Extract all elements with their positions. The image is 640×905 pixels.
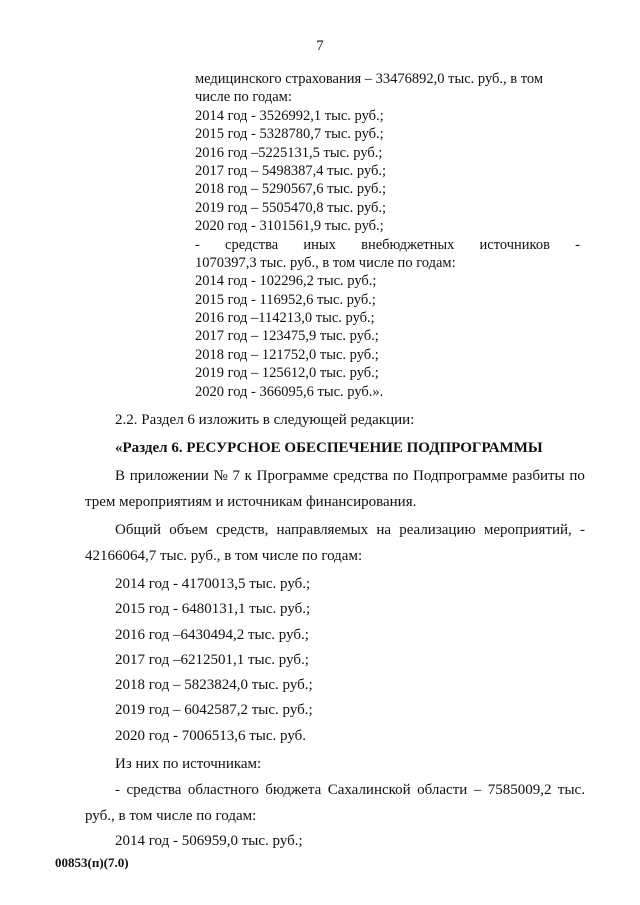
year-line: 2014 год - 506959,0 тыс. руб.; (115, 833, 303, 849)
page-number: 7 (316, 38, 324, 54)
word: внебюджетных (361, 236, 455, 253)
funding-block-oms (195, 70, 580, 401)
year-line: 2018 год – 5290567,6 тыс. руб.; (195, 181, 387, 198)
year-line: 2014 год - 102296,2 тыс. руб.; (195, 273, 377, 290)
year-line: 2016 год –114213,0 тыс. руб.; (195, 310, 375, 327)
word: В (115, 468, 126, 484)
para2-line1 (85, 522, 585, 539)
para1-line1 (85, 468, 585, 485)
word: - (579, 522, 585, 538)
word: бюджета (265, 782, 322, 798)
word: 7585009,2 (487, 782, 552, 798)
section-intro: 2.2. Раздел 6 изложить в следующей редакции: (115, 412, 415, 428)
word: Общий (115, 522, 162, 538)
year-line: 2017 год – 5498387,4 тыс. руб.; (195, 162, 387, 179)
word: средства (126, 782, 182, 798)
year-line: 2014 год - 3526992,1 тыс. руб.; (195, 107, 384, 124)
year-line: 2016 год –5225131,5 тыс. руб.; (195, 144, 383, 161)
year-line: 2014 год - 4170013,5 тыс. руб.; (115, 576, 311, 592)
year-line: 2016 год –6430494,2 тыс. руб.; (115, 627, 309, 643)
word: по (392, 468, 409, 484)
year-line: 2018 год – 5823824,0 тыс. руб.; (115, 677, 313, 693)
word: Программе (256, 468, 329, 484)
document-code: 00853(п)(7.0) (55, 855, 129, 870)
year-line: 2015 год - 6480131,1 тыс. руб.; (115, 601, 311, 617)
other-sources-total: 1070397,3 тыс. руб., в том числе по годам: (195, 254, 456, 271)
word: области (417, 782, 468, 798)
word: Сахалинской (327, 782, 411, 798)
word: Подпрограмме (413, 468, 508, 484)
word: направляемых (276, 522, 369, 538)
regional-line1 (85, 782, 585, 799)
word: на (376, 522, 392, 538)
word: - (575, 236, 580, 253)
para1-line2: трем мероприятиям и источникам финансирования. (85, 494, 417, 510)
year-line: 2019 год – 125612,0 тыс. руб.; (195, 365, 379, 382)
word: по (569, 468, 585, 484)
section-heading: «Раздел 6. РЕСУРСНОЕ ОБЕСПЕЧЕНИЕ ПОДПРОГРАММЫ (115, 440, 543, 456)
word: средства (225, 236, 279, 253)
word: к (244, 468, 252, 484)
year-line: 2019 год – 6042587,2 тыс. руб.; (115, 702, 313, 718)
word: реализацию (399, 522, 476, 538)
word: средств, (216, 522, 269, 538)
word: областного (187, 782, 259, 798)
sources-label: Из них по источникам: (115, 756, 262, 772)
year-line: 2020 год - 7006513,6 тыс. руб. (115, 728, 307, 744)
word: приложении (129, 468, 209, 484)
other-sources-line (195, 236, 580, 254)
word: средства (333, 468, 389, 484)
year-line: 2017 год –6212501,1 тыс. руб.; (115, 652, 309, 668)
word: источников (479, 236, 550, 253)
word: - (195, 236, 200, 253)
word: 7 (232, 468, 240, 484)
year-line: 2015 год - 5328780,7 тыс. руб.; (195, 126, 384, 143)
word: – (473, 782, 482, 798)
word: объем (169, 522, 208, 538)
para2-line2: 42166064,7 тыс. руб., в том числе по годам: (85, 548, 363, 564)
word: № (213, 468, 228, 484)
oms-line-1: медицинского страхования – 33476892,0 тыс. руб., в том (195, 71, 544, 87)
year-line: 2017 год – 123475,9 тыс. руб.; (195, 328, 379, 345)
year-line: 2018 год – 121752,0 тыс. руб.; (195, 346, 379, 363)
oms-line-2: числе по годам: (195, 89, 292, 106)
word: - (115, 782, 120, 798)
year-line: 2019 год – 5505470,8 тыс. руб.; (195, 199, 387, 216)
year-line: 2020 год - 3101561,9 тыс. руб.; (195, 218, 384, 235)
word: мероприятий, (483, 522, 572, 538)
year-line: 2020 год - 366095,6 тыс. руб.». (195, 383, 384, 400)
year-line: 2015 год - 116952,6 тыс. руб.; (195, 291, 376, 308)
regional-line2: руб., в том числе по годам: (85, 808, 257, 824)
word: тыс. (557, 782, 585, 798)
word: разбиты (512, 468, 565, 484)
word: иных (303, 236, 336, 253)
